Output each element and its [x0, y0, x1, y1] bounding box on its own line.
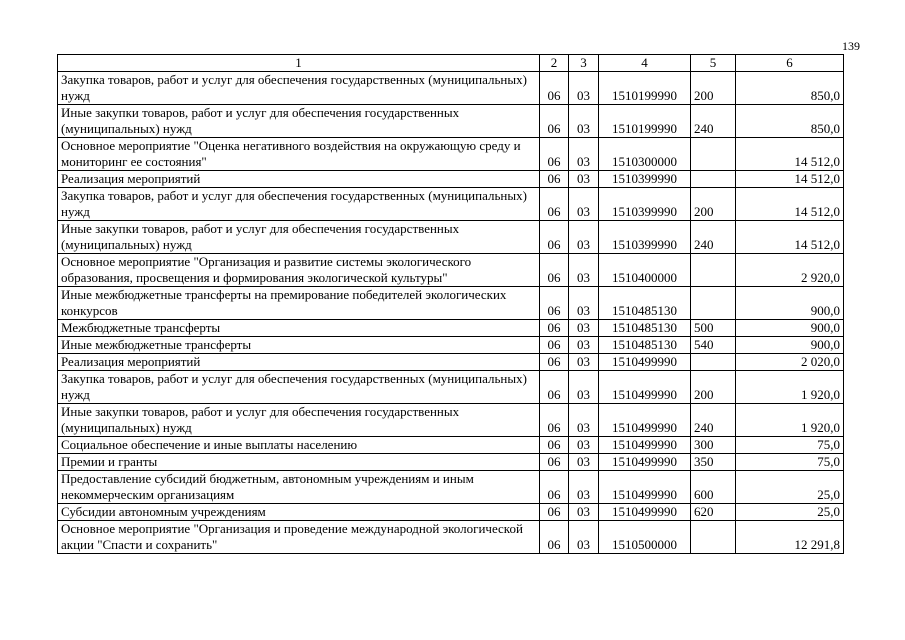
table-row [58, 337, 844, 354]
table-row [58, 471, 844, 504]
subsection-code-cell: 03 [569, 171, 599, 188]
subsection-code-cell: 03 [569, 320, 599, 337]
row-name-cell: Основное мероприятие "Организация и проведение международной экологической акции "Спасти и сохранить" [58, 521, 540, 554]
section-code-cell: 06 [540, 105, 569, 138]
expense-type-cell: 620 [691, 504, 736, 521]
section-code-cell: 06 [540, 320, 569, 337]
expense-type-cell: 200 [691, 72, 736, 105]
row-name-cell: Иные межбюджетные трансферты [58, 337, 540, 354]
subsection-code-cell: 03 [569, 138, 599, 171]
section-code-cell: 06 [540, 72, 569, 105]
section-code-cell: 06 [540, 521, 569, 554]
row-name-cell: Иные закупки товаров, работ и услуг для обеспечения государственных (муниципальных) нужд [58, 221, 540, 254]
expense-type-cell [691, 138, 736, 171]
subsection-code-cell: 03 [569, 371, 599, 404]
row-name-cell: Социальное обеспечение и иные выплаты населению [58, 437, 540, 454]
expense-type-cell: 600 [691, 471, 736, 504]
section-code-cell: 06 [540, 188, 569, 221]
row-name-cell: Реализация мероприятий [58, 171, 540, 188]
subsection-code-cell: 03 [569, 254, 599, 287]
expense-type-cell [691, 521, 736, 554]
table-row [58, 138, 844, 171]
table-row [58, 171, 844, 188]
row-name-cell: Иные закупки товаров, работ и услуг для обеспечения государственных (муниципальных) нужд [58, 404, 540, 437]
table-row [58, 454, 844, 471]
target-article-cell: 1510499990 [599, 371, 691, 404]
row-name-cell: Межбюджетные трансферты [58, 320, 540, 337]
target-article-cell: 1510300000 [599, 138, 691, 171]
amount-cell: 900,0 [736, 287, 844, 320]
amount-cell: 850,0 [736, 105, 844, 138]
expense-type-cell: 350 [691, 454, 736, 471]
table-row [58, 371, 844, 404]
amount-cell: 1 920,0 [736, 371, 844, 404]
amount-cell: 12 291,8 [736, 521, 844, 554]
section-code-cell: 06 [540, 221, 569, 254]
subsection-code-cell: 03 [569, 504, 599, 521]
table-header-row [58, 55, 844, 72]
table-row [58, 320, 844, 337]
target-article-cell: 1510485130 [599, 287, 691, 320]
subsection-code-cell: 03 [569, 72, 599, 105]
section-code-cell: 06 [540, 471, 569, 504]
expense-type-cell: 240 [691, 221, 736, 254]
row-name-cell: Премии и гранты [58, 454, 540, 471]
row-name-cell: Закупка товаров, работ и услуг для обеспечения государственных (муниципальных) нужд [58, 371, 540, 404]
expense-type-cell: 240 [691, 404, 736, 437]
row-name-cell: Субсидии автономным учреждениям [58, 504, 540, 521]
amount-cell: 25,0 [736, 471, 844, 504]
expense-type-cell: 240 [691, 105, 736, 138]
section-code-cell: 06 [540, 504, 569, 521]
expense-type-cell [691, 354, 736, 371]
amount-cell: 2 920,0 [736, 254, 844, 287]
target-article-cell: 1510499990 [599, 437, 691, 454]
amount-cell: 14 512,0 [736, 171, 844, 188]
section-code-cell: 06 [540, 287, 569, 320]
target-article-cell: 1510199990 [599, 105, 691, 138]
row-name-cell: Иные межбюджетные трансферты на премирование победителей экологических конкурсов [58, 287, 540, 320]
expense-type-cell [691, 171, 736, 188]
amount-cell: 1 920,0 [736, 404, 844, 437]
target-article-cell: 1510485130 [599, 320, 691, 337]
amount-cell: 2 020,0 [736, 354, 844, 371]
subsection-code-cell: 03 [569, 221, 599, 254]
column-header: 1 [58, 55, 540, 72]
amount-cell: 14 512,0 [736, 188, 844, 221]
table-row [58, 221, 844, 254]
table-row [58, 504, 844, 521]
expense-type-cell [691, 287, 736, 320]
target-article-cell: 1510485130 [599, 337, 691, 354]
amount-cell: 14 512,0 [736, 138, 844, 171]
amount-cell: 25,0 [736, 504, 844, 521]
subsection-code-cell: 03 [569, 354, 599, 371]
amount-cell: 900,0 [736, 320, 844, 337]
column-header: 5 [691, 55, 736, 72]
subsection-code-cell: 03 [569, 404, 599, 437]
column-header: 6 [736, 55, 844, 72]
expense-type-cell [691, 254, 736, 287]
section-code-cell: 06 [540, 138, 569, 171]
subsection-code-cell: 03 [569, 188, 599, 221]
target-article-cell: 1510499990 [599, 504, 691, 521]
target-article-cell: 1510499990 [599, 354, 691, 371]
target-article-cell: 1510499990 [599, 404, 691, 437]
subsection-code-cell: 03 [569, 521, 599, 554]
subsection-code-cell: 03 [569, 337, 599, 354]
amount-cell: 900,0 [736, 337, 844, 354]
table-row [58, 254, 844, 287]
section-code-cell: 06 [540, 254, 569, 287]
table-body [58, 72, 844, 554]
column-header: 3 [569, 55, 599, 72]
table-row [58, 105, 844, 138]
section-code-cell: 06 [540, 437, 569, 454]
row-name-cell: Основное мероприятие "Оценка негативного воздействия на окружающую среду и мониторинг ее состояния" [58, 138, 540, 171]
section-code-cell: 06 [540, 371, 569, 404]
table-row [58, 72, 844, 105]
section-code-cell: 06 [540, 404, 569, 437]
table-row [58, 521, 844, 554]
page-number: 139 [842, 39, 860, 53]
target-article-cell: 1510500000 [599, 521, 691, 554]
expense-type-cell: 200 [691, 188, 736, 221]
subsection-code-cell: 03 [569, 287, 599, 320]
table-row [58, 404, 844, 437]
column-header: 2 [540, 55, 569, 72]
section-code-cell: 06 [540, 171, 569, 188]
target-article-cell: 1510399990 [599, 221, 691, 254]
amount-cell: 850,0 [736, 72, 844, 105]
subsection-code-cell: 03 [569, 437, 599, 454]
expense-type-cell: 500 [691, 320, 736, 337]
subsection-code-cell: 03 [569, 105, 599, 138]
row-name-cell: Реализация мероприятий [58, 354, 540, 371]
expense-type-cell: 200 [691, 371, 736, 404]
subsection-code-cell: 03 [569, 454, 599, 471]
target-article-cell: 1510199990 [599, 72, 691, 105]
expense-type-cell: 540 [691, 337, 736, 354]
expense-type-cell: 300 [691, 437, 736, 454]
target-article-cell: 1510499990 [599, 471, 691, 504]
row-name-cell: Предоставление субсидий бюджетным, автономным учреждениям и иным некоммерческим организациям [58, 471, 540, 504]
row-name-cell: Иные закупки товаров, работ и услуг для обеспечения государственных (муниципальных) нужд [58, 105, 540, 138]
section-code-cell: 06 [540, 354, 569, 371]
row-name-cell: Закупка товаров, работ и услуг для обеспечения государственных (муниципальных) нужд [58, 72, 540, 105]
column-header: 4 [599, 55, 691, 72]
row-name-cell: Основное мероприятие "Организация и развитие системы экологического образования, просвещения и формирования экологической культуры" [58, 254, 540, 287]
target-article-cell: 1510499990 [599, 454, 691, 471]
table-row [58, 188, 844, 221]
table-row [58, 437, 844, 454]
amount-cell: 14 512,0 [736, 221, 844, 254]
row-name-cell: Закупка товаров, работ и услуг для обеспечения государственных (муниципальных) нужд [58, 188, 540, 221]
section-code-cell: 06 [540, 454, 569, 471]
amount-cell: 75,0 [736, 437, 844, 454]
table-row [58, 354, 844, 371]
budget-table [57, 54, 844, 554]
section-code-cell: 06 [540, 337, 569, 354]
subsection-code-cell: 03 [569, 471, 599, 504]
amount-cell: 75,0 [736, 454, 844, 471]
target-article-cell: 1510399990 [599, 188, 691, 221]
table-row [58, 287, 844, 320]
target-article-cell: 1510399990 [599, 171, 691, 188]
target-article-cell: 1510400000 [599, 254, 691, 287]
